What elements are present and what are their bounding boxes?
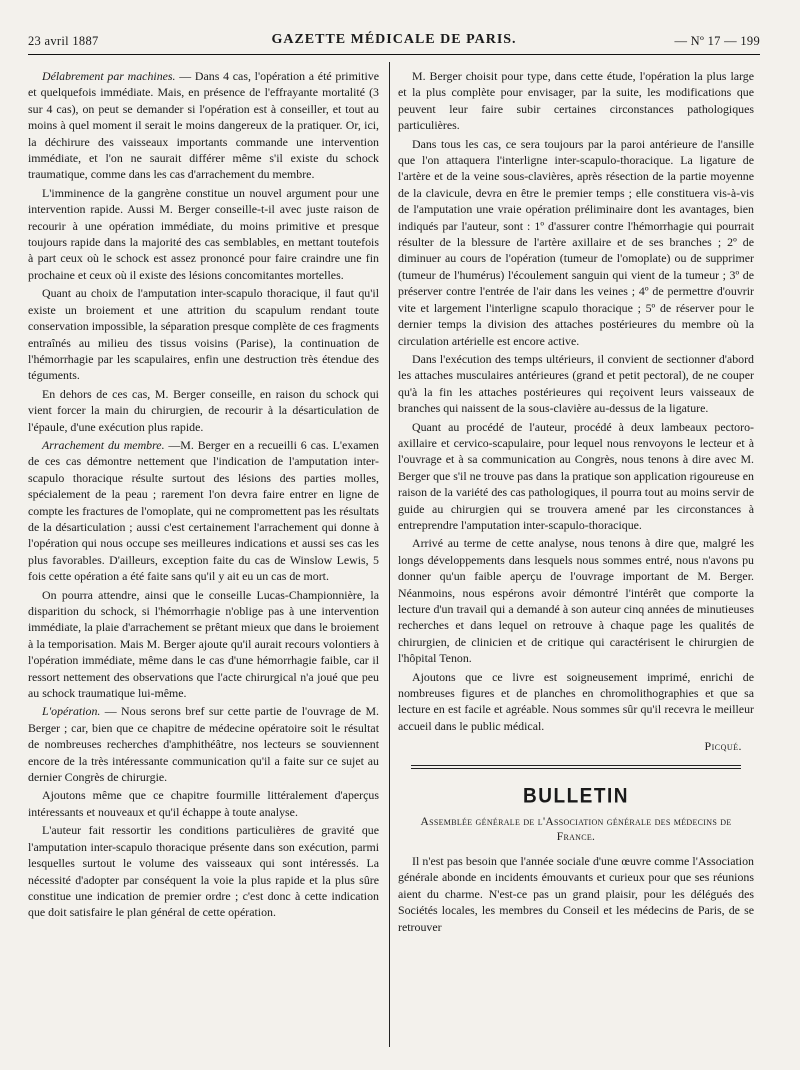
paragraph bbox=[28, 68, 379, 183]
paragraph: Dans l'exécution des temps ultérieurs, il convient de sectionner d'abord les attaches musculaires antérieures (grand et petit pectoral), de ne couper qu'à la fin les attaches postérieures qui reçoivent leurs vaisseaux de branches qui naissent de la sous-clavière au-dessus de la ligature. bbox=[398, 351, 754, 416]
paragraph bbox=[28, 285, 379, 383]
paragraph-text: — Nous serons bref sur cette partie de l'ouvrage de M. Berger ; car, bien que ce chapitre de médecine opératoire soit le résultat de nombreuses recherches d'amphithéâtre, nos lecteurs se souviennent encore de la très intéressante communication qu'il a faite sur ce sujet au dernier Congrès de chirurgie. bbox=[28, 704, 379, 785]
paragraph-text: En dehors de ces cas, M. Berger conseille, en raison du schock qui vient forcer la main du chirurgien, de recourir à la désarticulation de l'épaule, d'une exécution plus rapide. bbox=[28, 386, 379, 434]
paragraph-text: Ajoutons même que ce chapitre fourmille littéralement d'aperçus intéressants et nouveaux et qu'il échappe à toute analyse. bbox=[28, 788, 379, 819]
running-header bbox=[28, 30, 760, 54]
paragraph: M. Berger choisit pour type, dans cette étude, l'opération la plus large et la plus complète pour envisager, par la suite, les modifications que peuvent leur faire subir certaines circonstances pathologiques particulières. bbox=[398, 69, 754, 133]
issue-number: — Nº 17 — 199 bbox=[674, 34, 760, 48]
paragraph: Arrivé au terme de cette analyse, nous tenons à dire que, malgré les longs développements dans lesquels nous sommes entré, nous n'avons pu donner qu'un faible aperçu de l'ouvrage important de M. Berger. Néanmoins, nous espérons avoir démontré l'intérêt que comporte la lecture d'un travail qui a demandé à son auteur cinq années de minutieuses recherches et dans lequel on retrouve à chaque page les qualités de chirurgien, de clinicien et de critique qui caractérisent le chirurgien de l'hôpital Tenon. bbox=[398, 536, 754, 666]
paragraph bbox=[28, 587, 379, 702]
header-rule bbox=[28, 54, 760, 55]
paragraph-text: On pourra attendre, ainsi que le conseille Lucas-Championnière, la disparition du schock, si l'hémorrhagie n'oblige pas à une intervention immédiate, la plaie d'arrachement se prêtant mieux que dans le broiement à la temporisation. Mais M. Berger ajoute qu'il aurait recours volontiers à l'opération immédiate, même dans le cas d'une hémorrhagie faible, car il ressort nettement des observations que l'acte chirurgical n'a joué que peu au schock traumatique lui-même. bbox=[28, 587, 379, 701]
paragraph: Dans tous les cas, ce sera toujours par la paroi antérieure de l'ansille que l'on attaquera l'interligne inter-scapulo-thoracique. La ligature de l'artère et de la veine sous-clavières, après résection de la partie moyenne de la clavicule, devra en être le premier temps ; elle constituera vis-à-vis de l'amputation une vraie opération préliminaire dont les avantages, bien indiqués par l'auteur, sont : 1º d'assurer contre l'hémorrhagie qui pourrait résulter de la blessure de l'artère axillaire et de ses branches ; 2º de diminuer au cours de l'opération (tumeur de l'omoplate) ou de supprimer (tumeur de l'humérus) l'écoulement sanguin qui vient de la tumeur ; 3º de préserver contre l'entrée de l'air dans les veines ; 4º de permettre d'ouvrir vite et largement l'interligne scapulo thoracique ; 5º de réserver pour le dernier temps la division des attaches postérieures du membre où la circulation artérielle est encore active. bbox=[398, 136, 754, 348]
section-lead: Délabrement par machines. bbox=[42, 69, 176, 83]
journal-title: GAZETTE MÉDICALE DE PARIS. bbox=[271, 32, 517, 47]
paragraph bbox=[28, 437, 379, 585]
paragraph: Il n'est pas besoin que l'année sociale d'une œuvre comme l'Association générale abonde en incidents émouvants et curieux pour que ses réunions aient du charme. N'est-ce pas un grand plaisir, pour les délégués des Sociétés locales, les membres du Conseil et les médecins de Paris, de se retrouver bbox=[398, 854, 754, 934]
paragraph-text: L'auteur fait ressortir les conditions particulières de gravité que l'amputation inter-scapulo thoracique présente dans son exécution, parmi lesquelles surtout le volume des vaisseaux qui sont intéressés. La nécessité d'adopter par conséquent la voie la plus rapide et la plus sûre constitue une indication de premier ordre ; c'est donc à cette indication que doit satisfaire le plan général de cette opération. bbox=[28, 823, 379, 920]
paragraph-text: L'imminence de la gangrène constitue un nouvel argument pour une intervention rapide. Aussi M. Berger conseille-t-il avec juste raison de recourir à une opération immédiate, du moins primitive et presque toujours rapide dans la majorité des cas semblables, en mettant toutefois à part ceux où le schock est assez prononcé pour faire craindre une fin prochaine et ceux où il existe des lésions concomitantes mortelles. bbox=[28, 185, 379, 282]
paragraph: Ajoutons que ce livre est soigneusement imprimé, enrichi de nombreuses figures et de planches en chromolithographies et que sa lecture en est facile et agréable. Nous sommes sûr qu'il recevra le meilleur accueil dans le public médical. bbox=[398, 669, 754, 733]
paragraph bbox=[28, 386, 379, 435]
left-column bbox=[28, 68, 379, 923]
section-separator bbox=[411, 765, 741, 769]
paragraph-text: — Dans 4 cas, l'opération a été primitive et quelquefois immédiate. Mais, en présence de l'effrayante mortalité (3 sur 4 cas), on peut se demander si l'opération est à conseiller, et tout au moins à quel moment il serait le moins dangereux de la pratiquer. Or, ici, la déchirure des vaisseaux importants commande une intervention immédiate, et l'on ne saurait différer même s'il existe du schock traumatique, comme dans les cas d'arrachement du membre. bbox=[28, 69, 379, 182]
paragraph bbox=[28, 822, 379, 920]
bulletin-subheading: Assemblée générale de l'Association générale des médecins de France. bbox=[420, 816, 732, 844]
section-lead: L'opération. bbox=[42, 704, 101, 719]
paragraph-text: —M. Berger en a recueilli 6 cas. L'examen de ces cas démontre nettement que l'indication de l'amputation inter-scapulo thoracique résulte surtout des lésions des parties molles, spécialement de la peau ; rarement l'on devra faire entrer en ligne de compte les fractures de l'omoplate, qui ne compromettent pas les résultats de la désarticulation ; aussi c'est certainement l'arrachement qui donne à l'opération qui nous occupe ses meilleures indications et aussi ses cas les plus favorables. D'ailleurs, exception faite du cas de Winslow Lewis, 5 fois cette opération a été faite sans qu'il y ait eu un cas de mort. bbox=[28, 437, 379, 584]
paragraph: Quant au procédé de l'auteur, procédé à deux lambeaux pectoro-axillaire et cervico-scapulaire, pour lequel nous renvoyons le lecteur et à l'ouvrage et à sa communication au Congrès, nous tenons à dire avec M. Berger que s'il ne trouve pas dans la pratique son application rigoureuse en raison de la variété des cas pathologiques, il pourra tout au moins servir de guide au chirurgien qui se trouvera amené par les circonstances à entreprendre l'amputation inter-scapulo-thoracique. bbox=[398, 419, 754, 532]
paragraph-text: Quant au choix de l'amputation inter-scapulo thoracique, il faut qu'il existe un broiement et une attrition du scapulum rendant toute conservation impossible, la séparation presque complète de ces fragments entraînés au milieu des tissus voisins (Parise), la continuation de l'hémorrhagie par les scapulaires, enfin une destruction très étendue des téguments. bbox=[28, 286, 379, 383]
column-divider bbox=[389, 62, 390, 1047]
section-lead: Arrachement du membre. bbox=[42, 437, 165, 452]
paragraph bbox=[28, 787, 379, 820]
issue-date: 23 avril 1887 bbox=[28, 34, 99, 48]
paragraph bbox=[28, 185, 379, 283]
bulletin-heading: BULLETIN bbox=[523, 784, 629, 808]
right-column bbox=[398, 68, 754, 937]
author-signature: Picqué. bbox=[704, 739, 742, 754]
paragraph bbox=[28, 703, 379, 785]
